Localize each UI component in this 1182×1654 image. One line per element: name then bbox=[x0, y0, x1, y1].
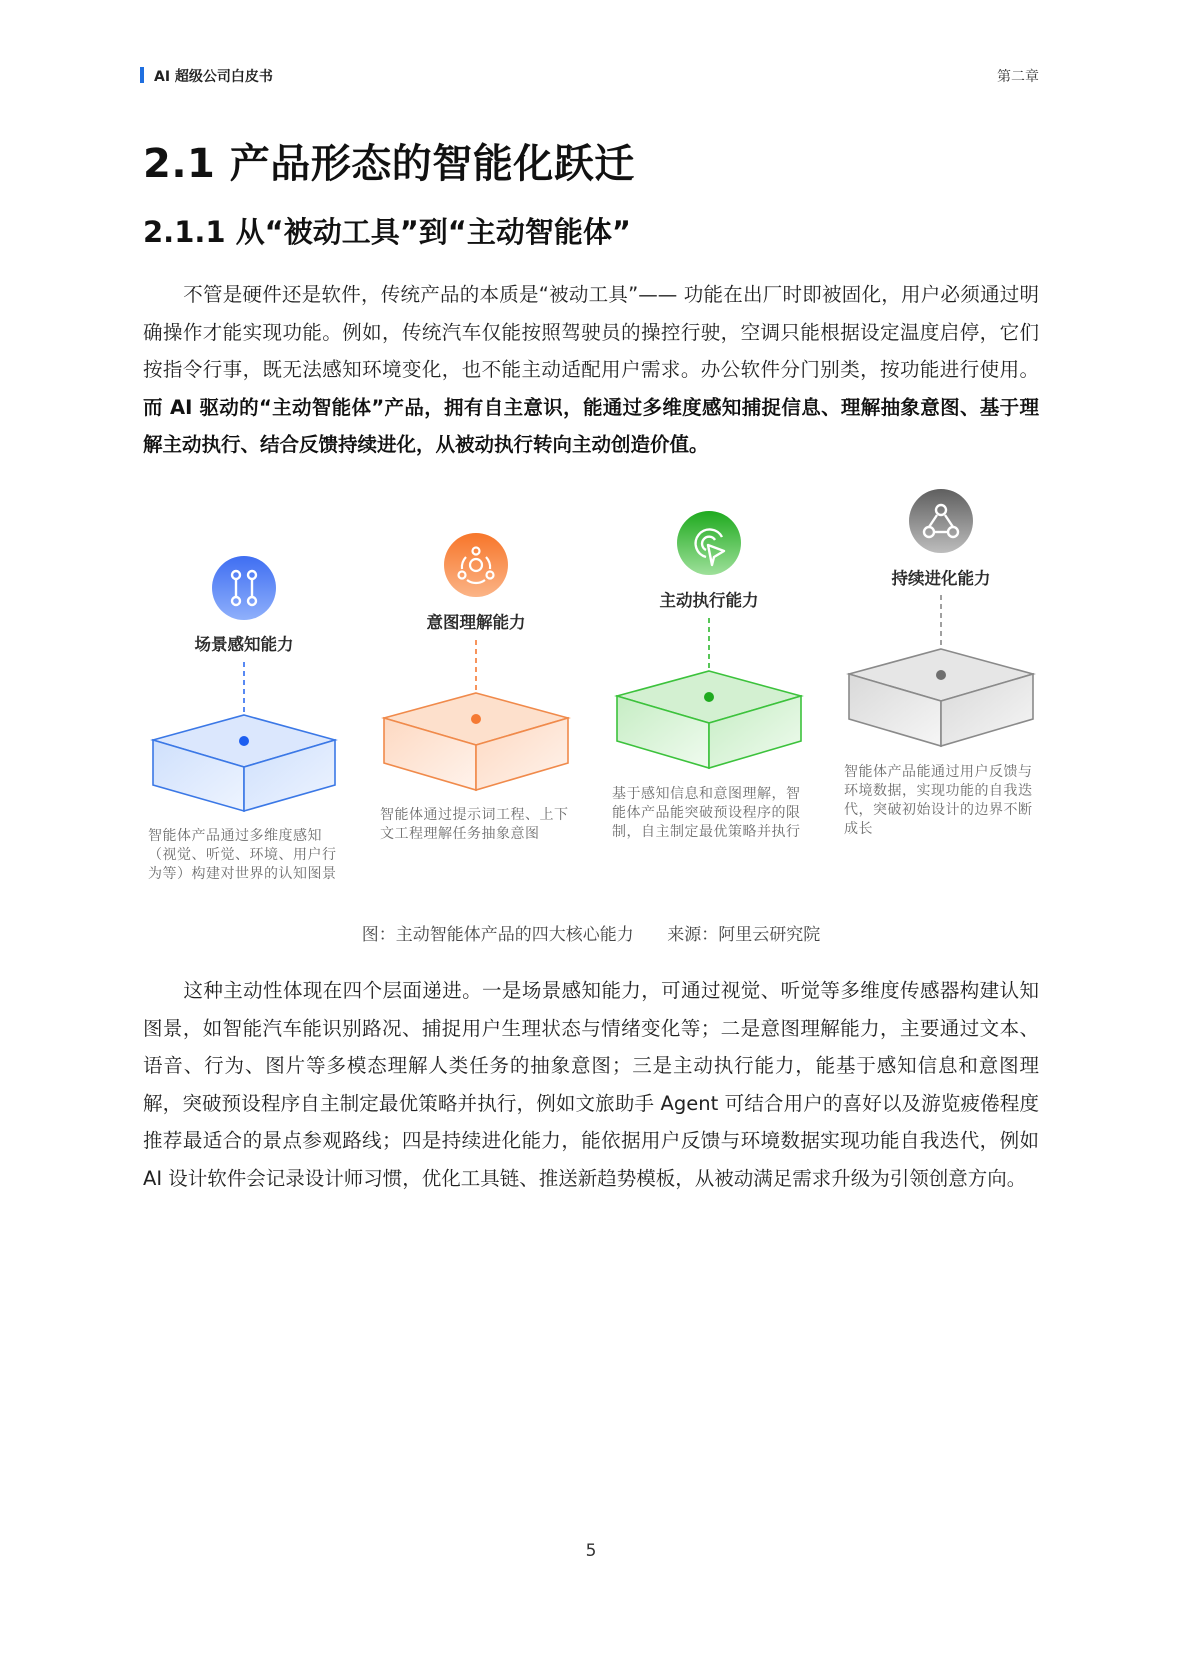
capability-title-continuous-evolution: 持续进化能力 bbox=[891, 569, 991, 588]
subsection-title: 2.1.1 从“被动工具”到“主动智能体” bbox=[143, 215, 631, 249]
capability-desc-intent-understanding: 智能体通过提示词工程、上下文工程理解任务抽象意图 bbox=[380, 807, 569, 842]
body-paragraph bbox=[143, 972, 1039, 1197]
intro-bold-text: 而 AI 驱动的“主动智能体”产品，拥有自主意识，能通过多维度感知捕捉信息、理解抽象意图、基于理解主动执行、结合反馈持续进化，从被动执行转向主动创造价值。 bbox=[143, 395, 1039, 456]
intro-paragraph bbox=[143, 276, 1039, 464]
page-number: 5 bbox=[585, 1541, 597, 1561]
running-header bbox=[140, 64, 1039, 86]
capabilities-figure bbox=[140, 485, 1040, 905]
figure-caption bbox=[0, 920, 1182, 945]
capability-desc-scene-perception: 智能体产品通过多维度感知（视觉、听觉、环境、用户行为等）构建对世界的认知图景 bbox=[148, 828, 337, 882]
document-title: AI 超级公司白皮书 bbox=[154, 69, 273, 85]
figure-caption-title: 图：主动智能体产品的四大核心能力 bbox=[361, 925, 634, 945]
header-accent-bar bbox=[140, 67, 144, 83]
section-title: 2.1 产品形态的智能化跃迁 bbox=[143, 141, 635, 187]
body-paragraph-text: 这种主动性体现在四个层面递进。一是场景感知能力，可通过视觉、听觉等多维度传感器构建认知图景，如智能汽车能识别路况、捕捉用户生理状态与情绪变化等；二是意图理解能力，主要通过文本、语音、行为、图片等多模态理解人类任务的抽象意图；三是主动执行能力，能基于感知信息和意图理解，突破预设程序自主制定最优策略并执行，例如文旅助手 Agent 可结合用户的喜好以及游览疲倦程度推荐最适合的景点参观路线；四是持续进化能力，能依据用户反馈与环境数据实现功能自我迭代，例如 AI 设计软件会记录设计师习惯，优化工具链、推送新趋势模板，从被动满足需求升级为引领创意方向。 bbox=[143, 979, 1039, 1190]
capability-desc-active-execution: 基于感知信息和意图理解，智能体产品能突破预设程序的限制，自主制定最优策略并执行 bbox=[612, 786, 801, 840]
capability-title-intent-understanding: 意图理解能力 bbox=[426, 613, 526, 632]
figure-caption-source: 来源：阿里云研究院 bbox=[667, 925, 821, 945]
capability-desc-continuous-evolution: 智能体产品能通过用户反馈与环境数据，实现功能的自我迭代，突破初始设计的边界不断成长 bbox=[844, 764, 1033, 837]
chapter-label: 第二章 bbox=[997, 69, 1039, 85]
capability-title-scene-perception: 场景感知能力 bbox=[194, 635, 294, 654]
intro-normal-text: 不管是硬件还是软件，传统产品的本质是“被动工具”—— 功能在出厂时即被固化，用户必须通过明确操作才能实现功能。例如，传统汽车仅能按照驾驶员的操控行驶，空调只能根据设定温度启停，它们按指令行事，既无法感知环境变化，也不能主动适配用户需求。办公软件分门别类，按功能进行使用。 bbox=[143, 283, 1039, 381]
capability-title-active-execution: 主动执行能力 bbox=[659, 591, 759, 610]
